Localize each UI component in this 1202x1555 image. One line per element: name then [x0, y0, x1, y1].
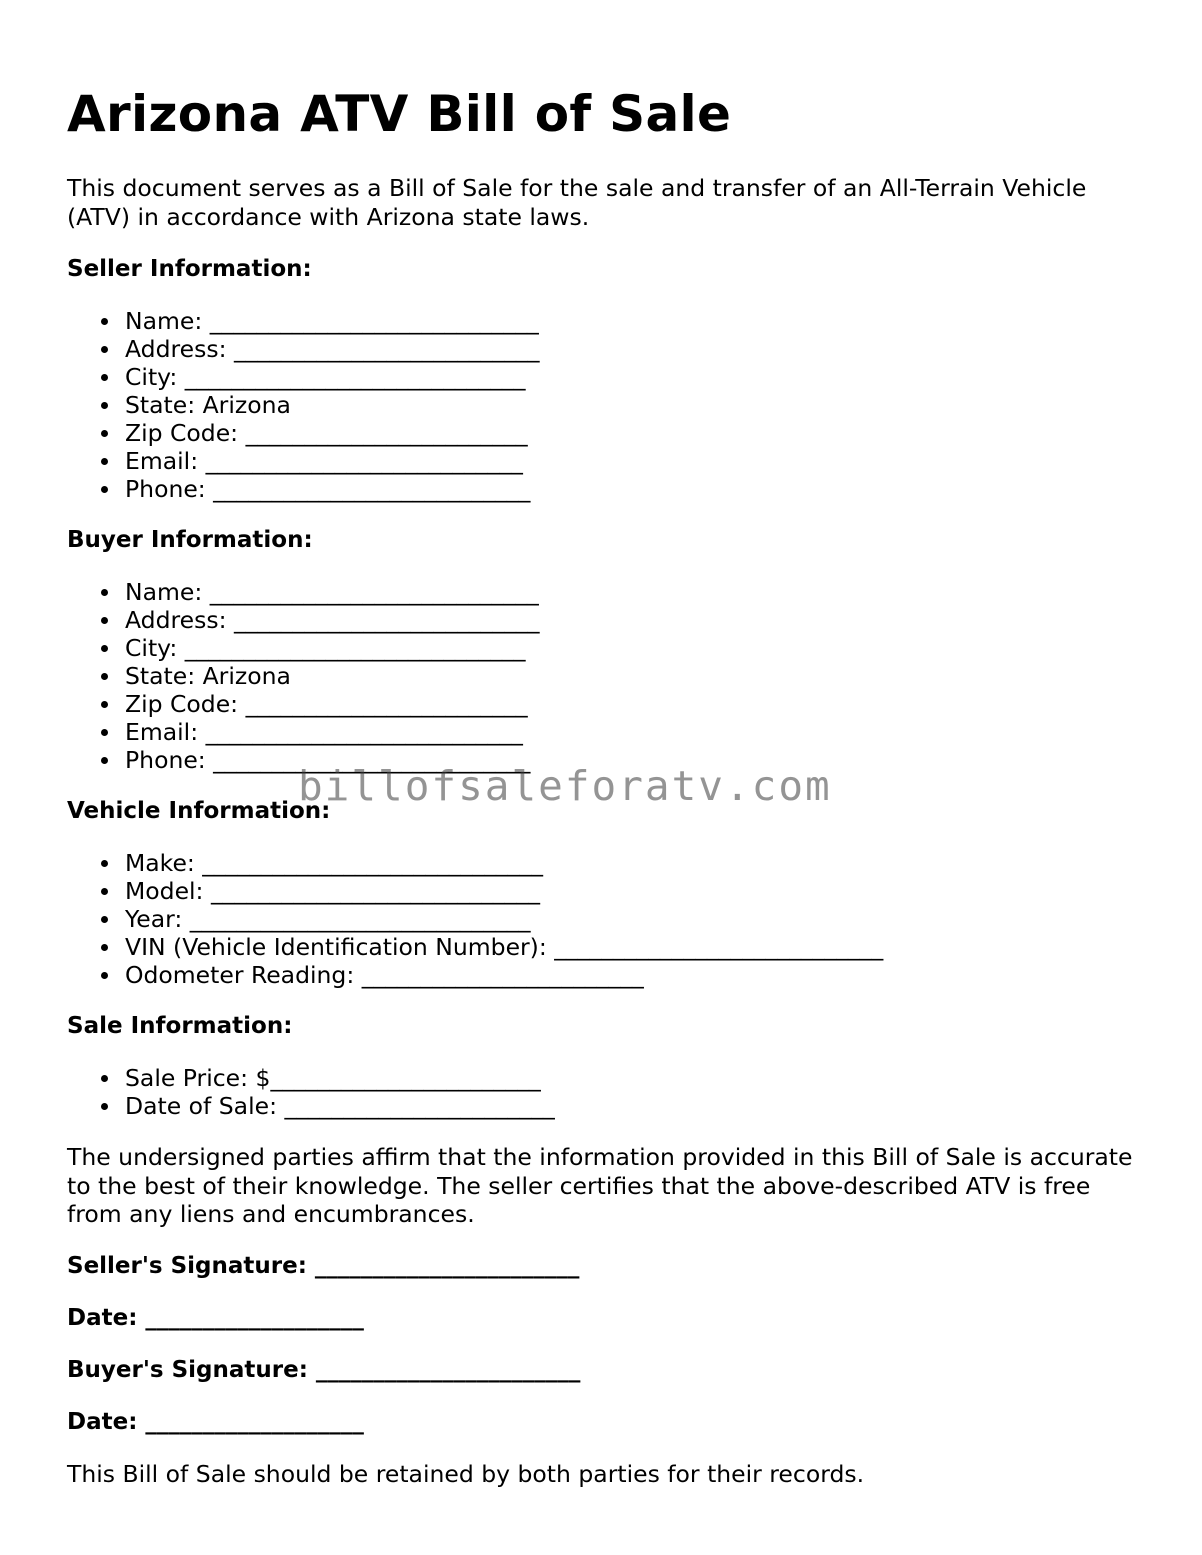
vehicle-section-heading: Vehicle Information: — [67, 798, 331, 824]
buyer-address-field: Address: __________________________ — [125, 606, 1147, 634]
sale-price-field: Sale Price: $_______________________ — [125, 1064, 1147, 1092]
vehicle-fields-list — [67, 849, 1147, 989]
buyer-date-line: Date: ___________________ — [67, 1408, 364, 1435]
sale-section-heading: Sale Information: — [67, 1013, 293, 1039]
vehicle-year-field: Year: _____________________________ — [125, 905, 1147, 933]
seller-fields-list — [67, 307, 1147, 503]
seller-zip-field: Zip Code: ________________________ — [125, 419, 1147, 447]
buyer-city-field: City: _____________________________ — [125, 634, 1147, 662]
sale-date-field: Date of Sale: _______________________ — [125, 1092, 1147, 1120]
retention-note: This Bill of Sale should be retained by both parties for their records. — [67, 1459, 865, 1488]
seller-signature-line: Seller's Signature: _______________________ — [67, 1252, 580, 1279]
seller-date-line: Date: ___________________ — [67, 1304, 364, 1331]
page-title: Arizona ATV Bill of Sale — [67, 85, 732, 143]
buyer-email-field: Email: ___________________________ — [125, 718, 1147, 746]
vehicle-vin-field: VIN (Vehicle Identification Number): ____________________________ — [125, 933, 1147, 961]
buyer-name-field: Name: ____________________________ — [125, 578, 1147, 606]
seller-address-field: Address: __________________________ — [125, 335, 1147, 363]
buyer-section-heading: Buyer Information: — [67, 527, 313, 553]
seller-city-field: City: _____________________________ — [125, 363, 1147, 391]
affirmation-paragraph: The undersigned parties affirm that the information provided in this Bill of Sale is accurate to the best of their knowledge. The seller certifies that the above-described ATV is free from any liens and encumbrances. — [67, 1143, 1133, 1228]
vehicle-model-field: Model: ____________________________ — [125, 877, 1147, 905]
seller-email-field: Email: ___________________________ — [125, 447, 1147, 475]
buyer-state-field: State: Arizona — [125, 662, 1147, 690]
seller-phone-field: Phone: ___________________________ — [125, 475, 1147, 503]
buyer-zip-field: Zip Code: ________________________ — [125, 690, 1147, 718]
buyer-phone-field: Phone: ___________________________ — [125, 746, 1147, 774]
seller-section-heading: Seller Information: — [67, 256, 312, 282]
buyer-fields-list — [67, 578, 1147, 774]
vehicle-odometer-field: Odometer Reading: ________________________ — [125, 961, 1147, 989]
sale-fields-list — [67, 1064, 1147, 1120]
buyer-signature-line: Buyer's Signature: _______________________ — [67, 1356, 581, 1383]
bill-of-sale-document — [67, 82, 1147, 1488]
vehicle-make-field: Make: _____________________________ — [125, 849, 1147, 877]
seller-name-field: Name: ____________________________ — [125, 307, 1147, 335]
intro-paragraph: This document serves as a Bill of Sale for the sale and transfer of an All-Terrain Vehicle (ATV) in accordance with Arizona state laws. — [67, 174, 1087, 231]
watermark-text: billofsaleforatv.com — [298, 762, 832, 810]
seller-state-field: State: Arizona — [125, 391, 1147, 419]
